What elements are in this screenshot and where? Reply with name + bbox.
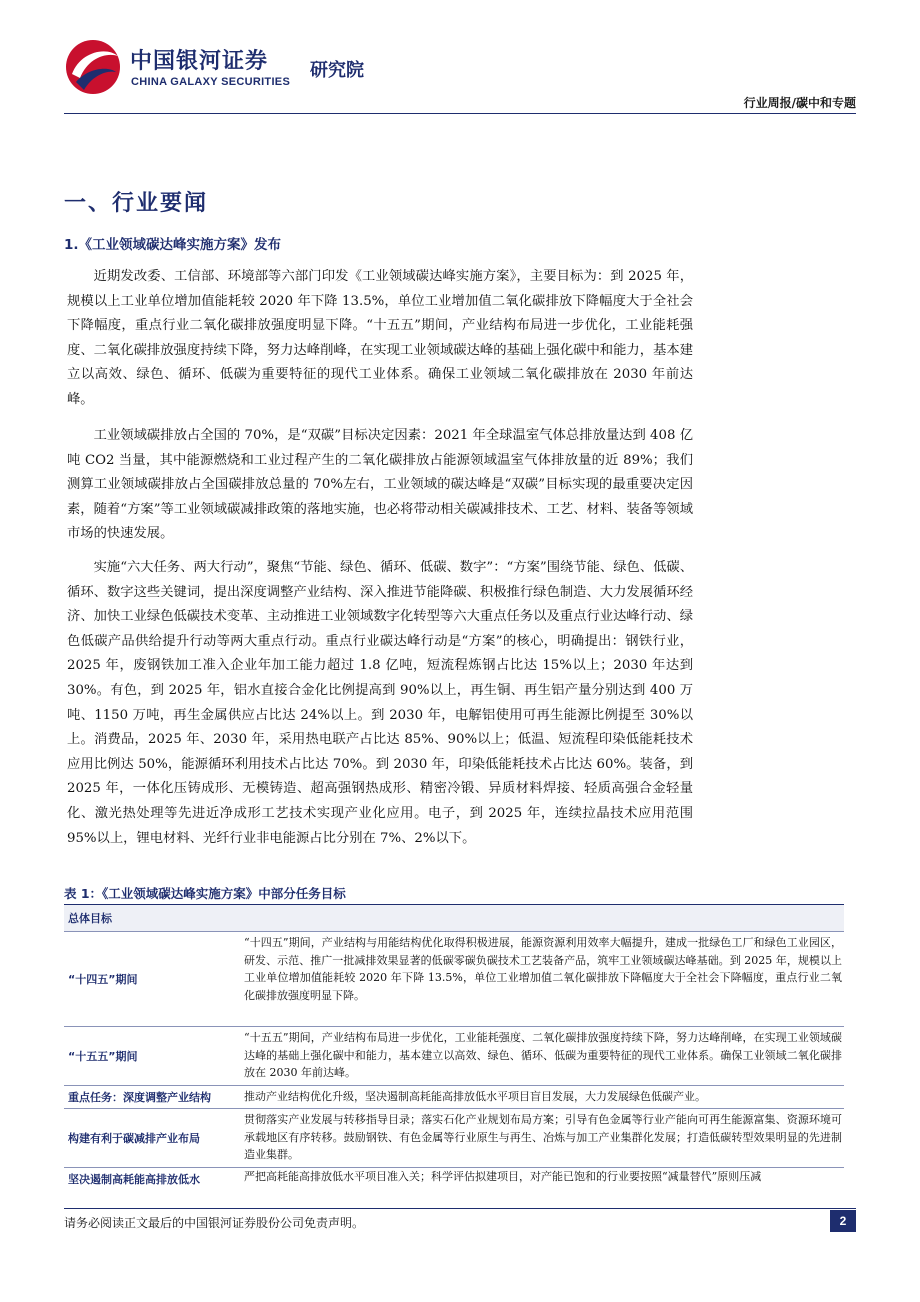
page-number: 2 [830,1210,856,1232]
table-header-row [64,905,844,932]
paragraph-plan-goals: 近期发改委、工信部、环境部等六部门印发《工业领域碳达峰实施方案》，主要目标为：到 2025 年，规模以上工业单位增加值能耗较 2020 年下降 13.5%，单位工业增加值二氧化碳排放下降幅度大于全社会下降幅度，重点行业二氧化碳排放强度明显下降。“十五五”期间，产业结构布局进一步优化，工业能耗强度、二氧化碳排放强度持续下降，努力达峰削峰，在实现工业领域碳达峰的基础上强化碳中和能力，基本建立以高效、绿色、循环、低碳为重要特征的现代工业体系。确保工业领域二氧化碳排放在 2030 年前达峰。 [67,269,693,407]
row-text: “十四五”期间，产业结构与用能结构优化取得积极进展，能源资源利用效率大幅提升，建成一批绿色工厂和绿色工业园区，研发、示范、推广一批减排效果显著的低碳零碳负碳技术工艺装备产品，筑牢工业领域碳达峰基础。到 2025 年，规模以上工业单位增加值能耗较 2020 年下降 13.5%，单位工业增加值二氧化碳排放下降幅度大于全社会下降幅度，重点行业二氧化碳排放强度明显下降。 [244,936,842,1002]
row-label: 重点任务：深度调整产业结构 [68,1091,211,1104]
row-text: 严把高耗能高排放低水平项目准入关；科学评估拟建项目，对产能已饱和的行业要按照“减量替代”原则压减 [244,1170,762,1183]
company-logo-icon [62,38,124,96]
company-name-en: CHINA GALAXY SECURITIES [131,76,291,88]
table-caption: 表 1：《工业领域碳达峰实施方案》中部分任务目标 [64,886,346,901]
row-label: “十五五”期间 [68,1050,138,1063]
row-label: 构建有利于碳减排产业布局 [68,1132,200,1145]
paragraph-industry-share: 工业领域碳排放占全国的 70%，是“双碳”目标决定因素：2021 年全球温室气体总排放量达到 408 亿吨 CO2 当量，其中能源燃烧和工业过程产生的二氧化碳排放占能源领域温室气体排放量的近 89%；我们测算工业领域碳排放占全国碳排放总量的 70%左右，工业领域的碳达峰是“双碳”目标实现的最重要决定因素，随着“方案”等工业领域碳减排政策的落地实施，也必将带动相关碳减排技术、工艺、材料、装备等领域市场的快速发展。 [67,428,693,542]
table-header-label: 总体目标 [68,912,112,925]
table-row [64,1168,844,1190]
footer-divider [64,1208,856,1209]
row-text: 贯彻落实产业发展与转移指导目录；落实石化产业规划布局方案；引导有色金属等行业产能向可再生能源富集、资源环境可承载地区有序转移。鼓励钢铁、有色金属等行业原生与再生、冶炼与加工产业集群化发展；打造低碳转型效果明显的先进制造业集群。 [244,1113,842,1161]
table-row [64,1109,844,1168]
table-row [64,932,844,1027]
task-target-table [64,904,844,1190]
header-divider [64,113,856,114]
section-heading: 一、行业要闻 [64,191,209,216]
paragraph-six-tasks: 实施“六大任务、两大行动”，聚焦“节能、绿色、循环、低碳、数字”：“方案”围绕节能、绿色、低碳、循环、数字这些关键词，提出深度调整产业结构、深入推进节能降碳、积极推行绿色制造、大力发展循环经济、加快工业绿色低碳技术变革、主动推进工业领域数字化转型等六大重点任务以及重点行业达峰行动、绿色低碳产品供给提升行动等两大重点行动。重点行业碳达峰行动是“方案”的核心，明确提出：钢铁行业，2025 年，废钢铁加工准入企业年加工能力超过 1.8 亿吨，短流程炼钢占比达 15%以上；2030 年达到 30%。有色，到 2025 年，铝水直接合金化比例提高到 90%以上，再生铜、再生铝产量分别达到 400 万吨、1150 万吨，再生金属供应占比达 24%以上。到 2030 年，电解铝使用可再生能源比例提至 30%以上。消费品，2025 年、2030 年，采用热电联产占比达 85%、90%以上；低温、短流程印染低能耗技术应用比例达 50%，能源循环利用技术占比达 70%。到 2030 年，印染低能耗技术占比达 60%。装备，到 2025 年，一体化压铸成形、无模铸造、超高强钢热成形、精密冷锻、异质材料焊接、轻质高强合金轻量化、激光热处理等先进近净成形工艺技术实现产业化应用。电子，到 2025 年，连续拉晶技术应用范围 95%以上，锂电材料、光纤行业非电能源占比分别在 7%、2%以下。 [67,560,693,846]
row-text: “十五五”期间，产业结构布局进一步优化，工业能耗强度、二氧化碳排放强度持续下降，努力达峰削峰，在实现工业领域碳达峰的基础上强化碳中和能力，基本建立以高效、绿色、循环、低碳为重要特征的现代工业体系。确保工业领域二氧化碳排放在 2030 年前达峰。 [244,1031,842,1079]
row-label: “十四五”期间 [68,973,138,986]
table-row [64,1086,844,1109]
company-name-cn: 中国银河证券 [130,49,269,74]
report-type-label: 行业周报/碳中和专题 [743,96,856,110]
row-label: 坚决遏制高耗能高排放低水 [68,1173,200,1186]
table-row [64,1027,844,1086]
news-subheading: 1.《工业领域碳达峰实施方案》发布 [64,237,282,253]
row-text: 推动产业结构优化升级，坚决遏制高耗能高排放低水平项目盲目发展，大力发展绿色低碳产业。 [244,1090,706,1103]
footer-disclaimer: 请务必阅读正文最后的中国银河证券股份公司免责声明。 [64,1216,365,1230]
institute-label: 研究院 [310,60,364,81]
